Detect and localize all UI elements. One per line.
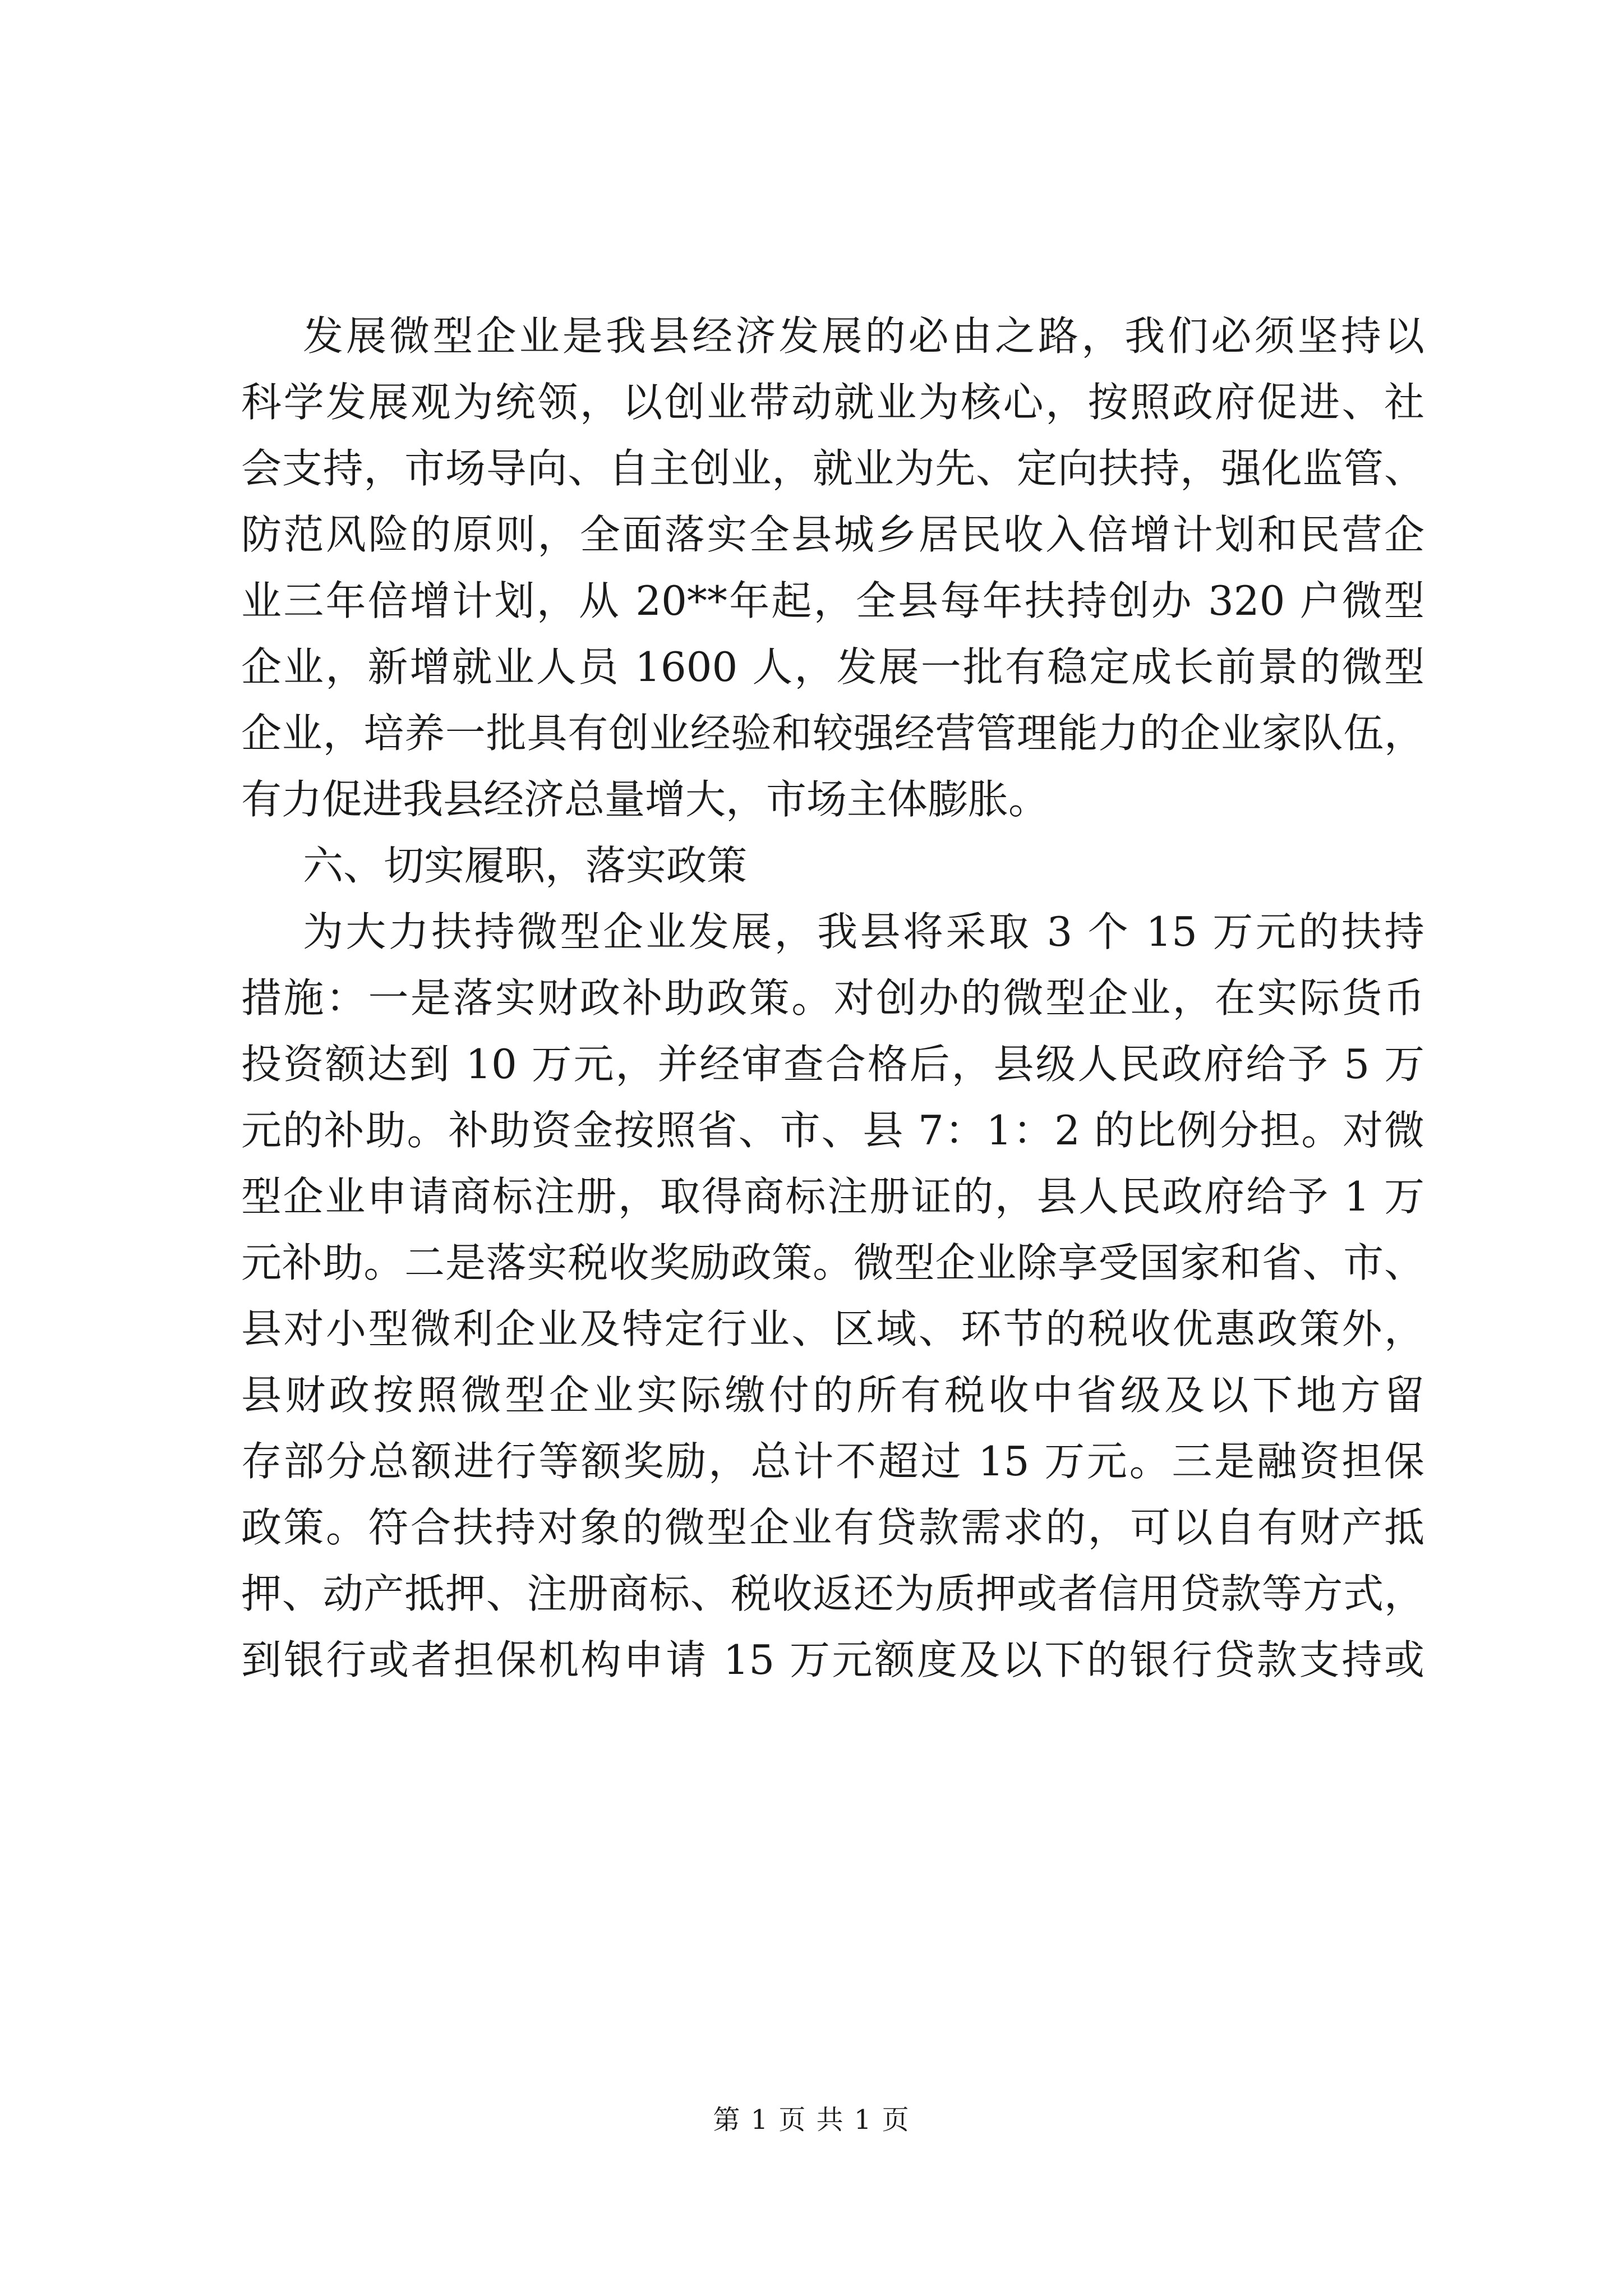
paragraph-2-line-6: 元补助。二是落实税收奖励政策。微型企业除享受国家和省、市、 [241,1239,1424,1286]
paragraph-1-line-8: 有力促进我县经济总量增大，市场主体膨胀。 [241,776,1049,823]
paragraph-2-line-9: 存部分总额进行等额奖励，总计不超过 15 万元。三是融资担保 [241,1438,1424,1485]
paragraph-2-line-8: 县财政按照微型企业实际缴付的所有税收中省级及以下地方留 [241,1372,1424,1419]
paragraph-1-line-6: 企业，新增就业人员 1600 人，发展一批有稳定成长前景的微型 [241,643,1424,691]
paragraph-2-line-7: 县对小型微利企业及特定行业、区域、环节的税收优惠政策外， [241,1305,1424,1352]
section-heading: 六、切实履职，落实政策 [303,842,748,889]
paragraph-2-line-5: 型企业申请商标注册，取得商标注册证的，县人民政府给予 1 万 [241,1173,1424,1220]
paragraph-1-line-1: 发展微型企业是我县经济发展的必由之路，我们必须坚持以 [303,312,1424,360]
paragraph-1-line-5: 业三年倍增计划，从 20**年起，全县每年扶持创办 320 户微型 [241,577,1424,624]
paragraph-1-line-2: 科学发展观为统领，以创业带动就业为核心，按照政府促进、社 [241,379,1424,426]
page-number-footer: 第 1 页 共 1 页 [713,2104,910,2136]
paragraph-1-line-3: 会支持，市场导向、自主创业，就业为先、定向扶持，强化监管、 [241,445,1424,492]
paragraph-2-line-3: 投资额达到 10 万元，并经审查合格后，县级人民政府给予 5 万 [241,1041,1424,1088]
paragraph-2-line-11: 押、动产抵押、注册商标、税收返还为质押或者信用贷款等方式， [241,1570,1424,1617]
paragraph-1-line-4: 防范风险的原则，全面落实全县城乡居民收入倍增计划和民营企 [241,511,1424,558]
paragraph-1-line-7: 企业，培养一批具有创业经验和较强经营管理能力的企业家队伍， [241,710,1424,757]
paragraph-2-line-2: 措施：一是落实财政补助政策。对创办的微型企业，在实际货币 [241,974,1424,1022]
paragraph-2-line-12: 到银行或者担保机构申请 15 万元额度及以下的银行贷款支持或 [241,1636,1424,1683]
paragraph-2-line-1: 为大力扶持微型企业发展，我县将采取 3 个 15 万元的扶持 [303,908,1424,955]
paragraph-2-line-10: 政策。符合扶持对象的微型企业有贷款需求的，可以自有财产抵 [241,1504,1424,1551]
document-body [241,303,1424,1693]
paragraph-2-line-4: 元的补助。补助资金按照省、市、县 7：1：2 的比例分担。对微 [241,1107,1424,1154]
